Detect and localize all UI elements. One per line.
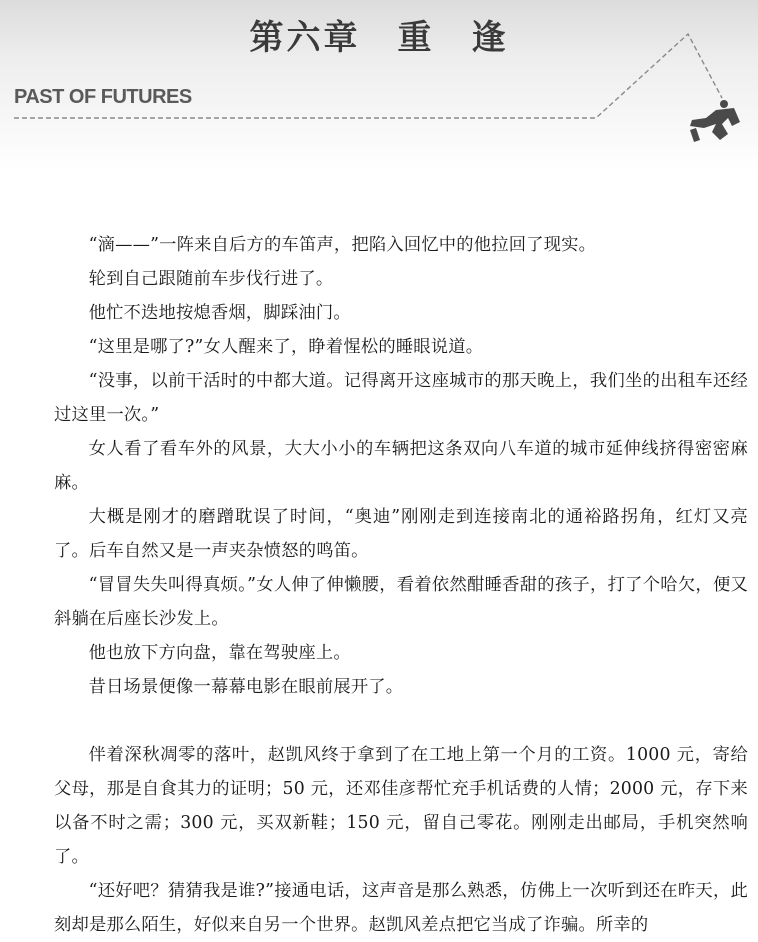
chapter-body xyxy=(54,228,748,942)
paragraph: “冒冒失失叫得真烦。”女人伸了伸懒腰，看着依然酣睡香甜的孩子，打了个哈欠，便又斜躺在后座长沙发上。 xyxy=(54,575,748,629)
paragraph: 大概是刚才的磨蹭耽误了时间，“奥迪”刚刚走到连接南北的通裕路拐角，红灯又亮了。后车自然又是一声夹杂愤怒的鸣笛。 xyxy=(54,507,748,561)
paragraph: 他忙不迭地按熄香烟，脚踩油门。 xyxy=(88,303,351,323)
climber-icon xyxy=(690,100,740,142)
paragraph: “还好吧？猜猜我是谁?”接通电话，这声音是那么熟悉，仿佛上一次听到还在昨天，此刻却是那么陌生，好似来自另一个世界。赵凯风差点把它当成了诈骗。所幸的 xyxy=(54,881,748,935)
paragraph: 女人看了看车外的风景，大大小小的车辆把这条双向八车道的城市延伸线挤得密密麻麻。 xyxy=(54,439,748,493)
paragraph: 伴着深秋凋零的落叶，赵凯风终于拿到了在工地上第一个月的工资。1000 元，寄给父母，那是自食其力的证明；50 元，还邓佳彦帮忙充手机话费的人情；2000 元，存下来以备不时之需；300 元，买双新鞋；150 元，留自己零花。刚刚走出邮局，手机突然响了。 xyxy=(54,745,748,867)
paragraph: 昔日场景便像一幕幕电影在眼前展开了。 xyxy=(88,677,404,697)
paragraph: “没事，以前干活时的中都大道。记得离开这座城市的那天晚上，我们坐的出租车还经过这里一次。” xyxy=(54,371,748,425)
series-label: PAST OF FUTURES xyxy=(14,86,192,108)
paragraph: 轮到自己跟随前车步伐行进了。 xyxy=(88,269,334,289)
paragraph: 他也放下方向盘，靠在驾驶座上。 xyxy=(88,643,351,663)
chapter-title: 第六章 重 逢 xyxy=(249,18,509,58)
paragraph: “滴——”一阵来自后方的车笛声，把陷入回忆中的他拉回了现实。 xyxy=(88,235,597,255)
paragraph: “这里是哪了?”女人醒来了，睁着惺松的睡眼说道。 xyxy=(88,337,484,357)
